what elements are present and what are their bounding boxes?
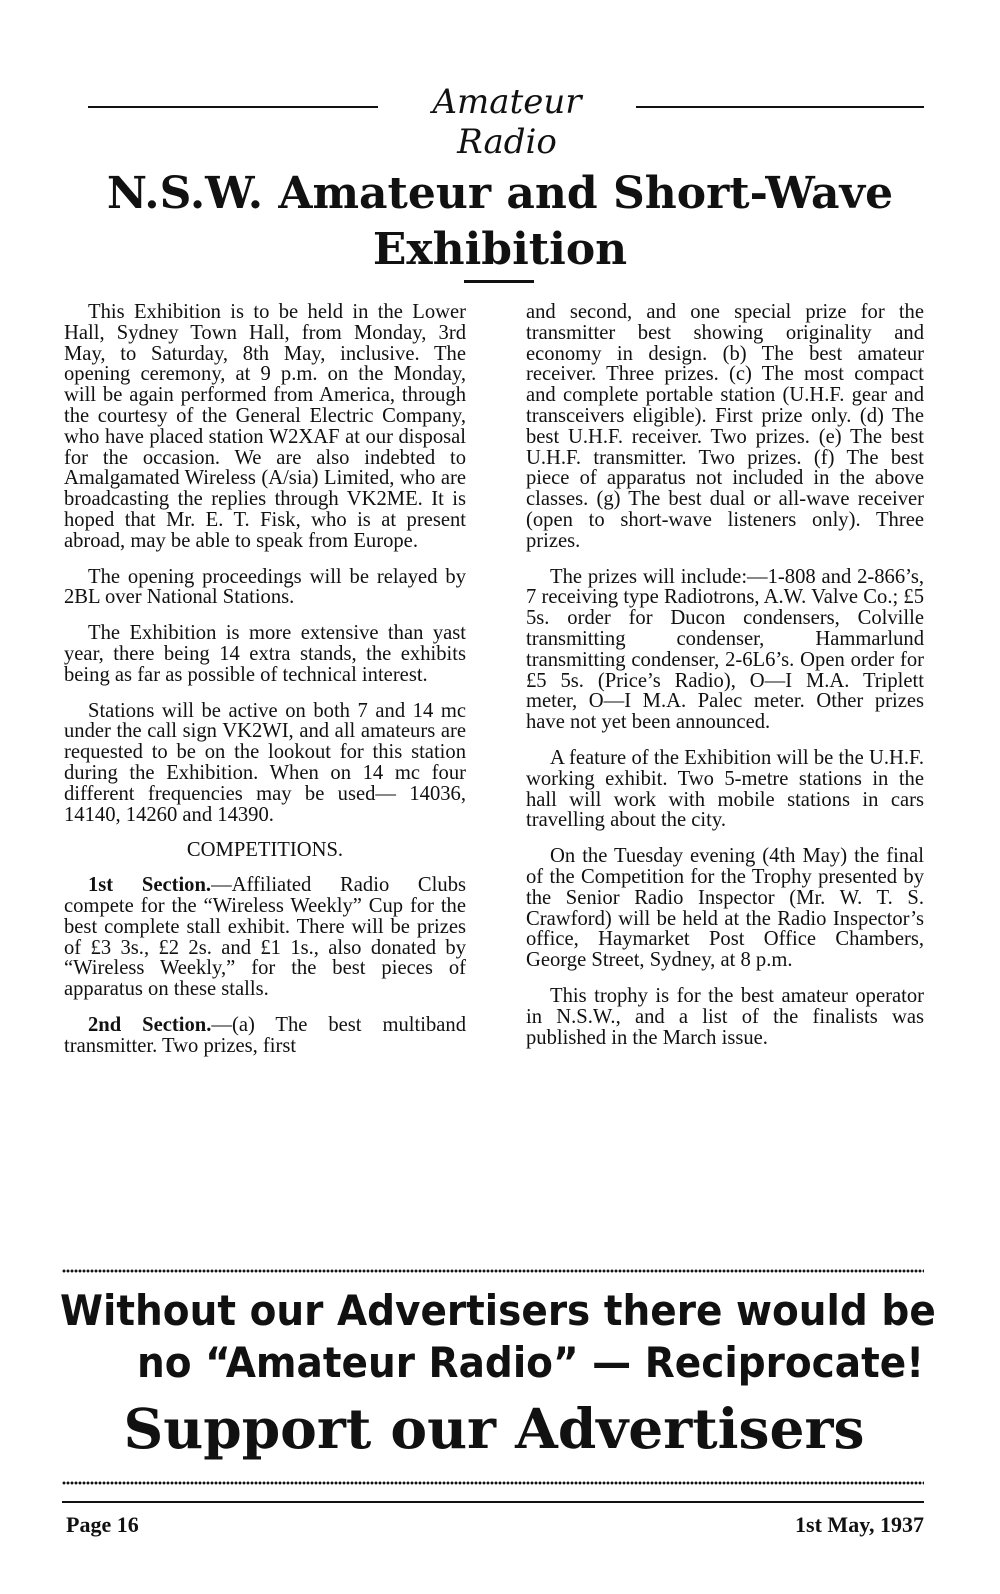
- masthead-logo: Amateur Radio: [432, 82, 582, 162]
- paragraph-uhf: A feature of the Exhibition will be the U.H.F. working exhibit. Two 5-metre stations in the hall will work with mobile stations in cars travelling about the city.: [526, 746, 924, 832]
- paragraph-stands: The Exhibition is more extensive than yast year, there being 14 extra stands, the exhibits being as far as possible of technical interest.: [64, 622, 466, 686]
- competitions-heading: COMPETITIONS.: [186, 839, 344, 862]
- dotted-rule-top: [62, 1268, 924, 1274]
- paragraph-prizes: The prizes will include:—1-808 and 2-866’s, 7 receiving type Radiotrons, A.W. Valve Co.; £5 5s. order for Ducon condensers, Colville transmitting condenser, Hammarlund transmitting condenser, 2-6L6’s. Open order for £5 5s. (Price’s Radio), O—I M.A. Triplett meter, O—I M.A. Palec meter. Other prizes have not yet been announced.: [526, 565, 924, 734]
- title-underline: [464, 280, 534, 283]
- paragraph-trophy: This trophy is for the best amateur operator in N.S.W., and a list of the finalists was published in the March issue.: [526, 984, 924, 1049]
- paragraph-trophy-final: On the Tuesday evening (4th May) the final of the Competition for the Trophy presented by the Senior Radio Inspector (Mr. W. T. S. Crawford) will be held at the Radio Inspector’s office, Haymarket Post Office Chambers, George Street, Sydney, at 8 p.m.: [526, 845, 924, 972]
- masthead-rule-right: [636, 106, 924, 108]
- left-column: [64, 302, 466, 1072]
- section2-text: —(a) The best multiband transmitter. Two prizes, first: [64, 1013, 466, 1057]
- paragraph-section2: [64, 1015, 466, 1057]
- issue-date: 1st May, 1937: [795, 1512, 924, 1537]
- article-title: N.S.W. Amateur and Short-Wave Exhibition: [106, 168, 894, 275]
- paragraph-section2-cont: and second, and one special prize for the transmitter best showing originality and economy in design. (b) The best amateur receiver. Three prizes. (c) The most compact and complete portable station (U.H.F. gear and transceivers eligible). First prize only. (d) The best U.H.F. receiver. Two prizes. (e) The best U.H.F. transmitter. Two prizes. (f) The best piece of apparatus not included in the above classes. (g) The best dual or all-wave receiver (open to short-wave listeners only). Three prizes.: [526, 301, 924, 552]
- paragraph-section1: [64, 875, 466, 1000]
- paragraph-stations: Stations will be active on both 7 and 14 mc under the call sign VK2WI, and all amateurs are requested to be on the lookout for this station during the Exhibition. When on 14 mc four different frequencies may be used— 14036, 14140, 14260 and 14390.: [64, 699, 466, 826]
- advert-line-2: no “Amateur Radio” — Reciprocate!: [137, 1339, 924, 1388]
- page-number: Page 16: [66, 1512, 139, 1537]
- advert-line-1: Without our Advertisers there would be: [60, 1287, 936, 1336]
- masthead-rule-left: [88, 106, 378, 108]
- section2-lead: 2nd Section.: [88, 1013, 212, 1036]
- masthead: [88, 82, 924, 162]
- section1-text: —Affiliated Radio Clubs compete for the “Wireless Weekly” Cup for the best complete stall exhibit. There will be prizes of £3 3s., £2 2s. and £1 1s., also donated by “Wireless Weekly,” for the best pieces of apparatus on these stalls.: [64, 874, 466, 1001]
- dotted-rule-bottom: [62, 1480, 924, 1486]
- footer-rule: [62, 1501, 924, 1503]
- advert-slogan: [60, 1286, 936, 1390]
- right-column: [526, 302, 924, 1063]
- paragraph-intro: This Exhibition is to be held in the Lower Hall, Sydney Town Hall, from Monday, 3rd May, to Saturday, 8th May, inclusive. The opening ceremony, at 9 p.m. on the Monday, will be again performed from America, through the courtesy of the General Electric Company, who have placed station W2XAF at our disposal for the occasion. We are also indebted to Amalgamated Wireless (A/sia) Limited, who are broadcasting the replies through VK2ME. It is hoped that Mr. E. T. Fisk, who is at present abroad, may be able to speak from Europe.: [64, 301, 466, 552]
- advert-headline: Support our Advertisers: [123, 1396, 865, 1461]
- paragraph-relay: The opening proceedings will be relayed by 2BL over National Stations.: [64, 565, 466, 609]
- section1-lead: 1st Section.: [88, 874, 212, 897]
